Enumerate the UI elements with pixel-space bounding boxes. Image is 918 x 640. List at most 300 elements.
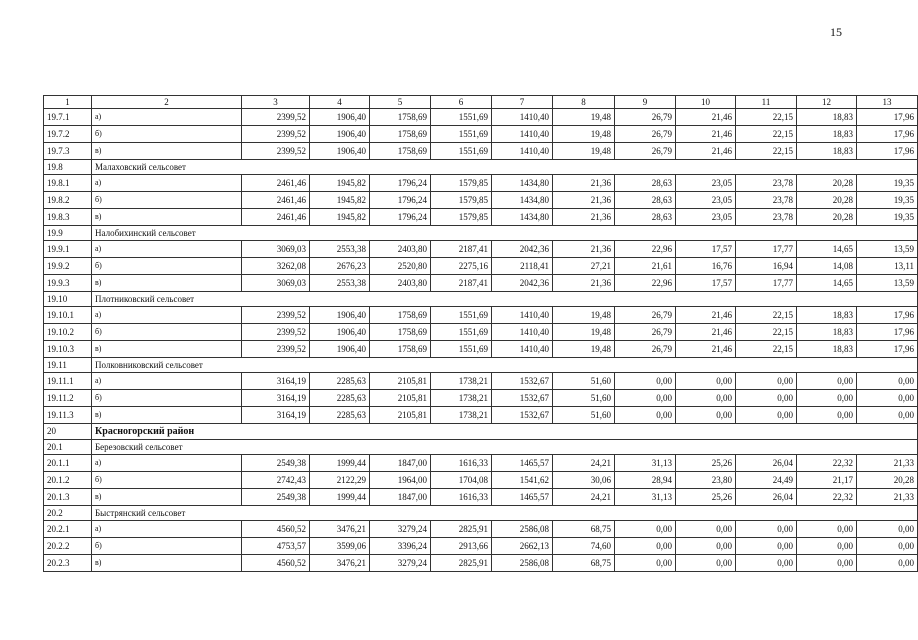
- table-cell: 1579,85: [431, 192, 492, 209]
- table-cell: 2285,63: [310, 390, 370, 407]
- row-code: 19.8.1: [44, 175, 92, 192]
- table-cell: 23,78: [736, 192, 797, 209]
- table-cell: 21,36: [553, 241, 615, 258]
- table-cell: 1906,40: [310, 324, 370, 341]
- table-body: [44, 109, 918, 572]
- table-cell: 0,00: [797, 373, 857, 390]
- table-cell: 1906,40: [310, 341, 370, 358]
- row-code: 19.8.3: [44, 209, 92, 226]
- table-cell: 21,33: [857, 455, 918, 472]
- table-cell: 23,78: [736, 209, 797, 226]
- table-cell: 14,08: [797, 258, 857, 275]
- section-row: [44, 506, 918, 521]
- table-cell: 2461,46: [242, 192, 310, 209]
- table-cell: 68,75: [553, 555, 615, 572]
- table-cell: 17,77: [736, 241, 797, 258]
- table-cell: 1999,44: [310, 489, 370, 506]
- row-subitem: б): [92, 126, 242, 143]
- table-cell: 26,79: [615, 341, 676, 358]
- table-header-row: [44, 96, 918, 109]
- table-cell: 20,28: [857, 472, 918, 489]
- row-subitem: а): [92, 521, 242, 538]
- table-cell: 1758,69: [370, 143, 431, 160]
- column-header: 2: [92, 96, 242, 109]
- table-cell: 2549,38: [242, 455, 310, 472]
- region-name: Красногорский район: [92, 424, 918, 440]
- region-row: [44, 424, 918, 440]
- tariff-table: [43, 95, 918, 572]
- row-code: 19.11.3: [44, 407, 92, 424]
- table-cell: 2399,52: [242, 324, 310, 341]
- table-cell: 2285,63: [310, 407, 370, 424]
- table-cell: 2105,81: [370, 373, 431, 390]
- row-subitem: а): [92, 175, 242, 192]
- table-cell: 1906,40: [310, 126, 370, 143]
- table-cell: 26,04: [736, 489, 797, 506]
- table-cell: 3396,24: [370, 538, 431, 555]
- table-cell: 2399,52: [242, 126, 310, 143]
- table-cell: 1847,00: [370, 455, 431, 472]
- section-name: Плотниковский сельсовет: [92, 292, 918, 307]
- table-cell: 1532,67: [492, 390, 553, 407]
- row-subitem: в): [92, 275, 242, 292]
- table-cell: 2118,41: [492, 258, 553, 275]
- table-cell: 23,05: [676, 209, 736, 226]
- table-cell: 0,00: [676, 555, 736, 572]
- table-cell: 1551,69: [431, 126, 492, 143]
- row-subitem: в): [92, 143, 242, 160]
- table-row: [44, 407, 918, 424]
- table-cell: 19,35: [857, 209, 918, 226]
- table-cell: 13,11: [857, 258, 918, 275]
- table-cell: 23,05: [676, 192, 736, 209]
- table-cell: 22,96: [615, 241, 676, 258]
- table-cell: 1704,08: [431, 472, 492, 489]
- row-code: 20.1.2: [44, 472, 92, 489]
- row-code: 20: [44, 424, 92, 440]
- row-code: 19.11.2: [44, 390, 92, 407]
- table-cell: 1738,21: [431, 373, 492, 390]
- section-row: [44, 160, 918, 175]
- table-row: [44, 472, 918, 489]
- table-cell: 1434,80: [492, 175, 553, 192]
- table-cell: 2403,80: [370, 241, 431, 258]
- table-cell: 1434,80: [492, 209, 553, 226]
- table-cell: 1964,00: [370, 472, 431, 489]
- table-cell: 3279,24: [370, 555, 431, 572]
- table-cell: 18,83: [797, 341, 857, 358]
- table-cell: 21,46: [676, 143, 736, 160]
- table-cell: 0,00: [736, 538, 797, 555]
- table-cell: 0,00: [857, 521, 918, 538]
- table-cell: 22,15: [736, 143, 797, 160]
- row-code: 19.8.2: [44, 192, 92, 209]
- table-cell: 23,05: [676, 175, 736, 192]
- row-subitem: а): [92, 307, 242, 324]
- table-cell: 26,79: [615, 143, 676, 160]
- table-cell: 19,48: [553, 341, 615, 358]
- row-subitem: в): [92, 407, 242, 424]
- row-code: 20.2: [44, 506, 92, 521]
- table-cell: 0,00: [615, 373, 676, 390]
- table-cell: 21,36: [553, 192, 615, 209]
- table-cell: 1738,21: [431, 407, 492, 424]
- table-cell: 28,94: [615, 472, 676, 489]
- table-cell: 1551,69: [431, 109, 492, 126]
- row-code: 19.9.3: [44, 275, 92, 292]
- table-cell: 2399,52: [242, 109, 310, 126]
- table-cell: 22,32: [797, 455, 857, 472]
- table-cell: 21,36: [553, 175, 615, 192]
- table-cell: 22,15: [736, 307, 797, 324]
- table-cell: 2399,52: [242, 341, 310, 358]
- column-header: 5: [370, 96, 431, 109]
- column-header: 7: [492, 96, 553, 109]
- table-row: [44, 109, 918, 126]
- table-cell: 1796,24: [370, 192, 431, 209]
- table-cell: 21,36: [553, 275, 615, 292]
- table-cell: 18,83: [797, 307, 857, 324]
- row-subitem: в): [92, 341, 242, 358]
- table-row: [44, 175, 918, 192]
- table-cell: 31,13: [615, 489, 676, 506]
- table-cell: 22,96: [615, 275, 676, 292]
- table-cell: 21,46: [676, 341, 736, 358]
- table-cell: 1541,62: [492, 472, 553, 489]
- table-cell: 2825,91: [431, 521, 492, 538]
- table-row: [44, 126, 918, 143]
- row-subitem: б): [92, 258, 242, 275]
- table-cell: 0,00: [615, 390, 676, 407]
- column-header: 6: [431, 96, 492, 109]
- table-cell: 22,32: [797, 489, 857, 506]
- row-code: 19.10.1: [44, 307, 92, 324]
- table-cell: 2042,36: [492, 241, 553, 258]
- section-name: Налобихинский сельсовет: [92, 226, 918, 241]
- table-cell: 17,96: [857, 109, 918, 126]
- table-cell: 3279,24: [370, 521, 431, 538]
- row-code: 19.10.2: [44, 324, 92, 341]
- table-cell: 3069,03: [242, 241, 310, 258]
- table-cell: 27,21: [553, 258, 615, 275]
- table-cell: 17,57: [676, 241, 736, 258]
- table-cell: 0,00: [736, 390, 797, 407]
- table-cell: 21,46: [676, 109, 736, 126]
- table-cell: 2275,16: [431, 258, 492, 275]
- table-cell: 1758,69: [370, 324, 431, 341]
- table-cell: 14,65: [797, 275, 857, 292]
- table-cell: 0,00: [857, 373, 918, 390]
- table-cell: 2122,29: [310, 472, 370, 489]
- table-cell: 21,33: [857, 489, 918, 506]
- table-cell: 18,83: [797, 109, 857, 126]
- table-cell: 74,60: [553, 538, 615, 555]
- row-code: 19.10: [44, 292, 92, 307]
- table-cell: 1758,69: [370, 109, 431, 126]
- table-cell: 13,59: [857, 241, 918, 258]
- table-cell: 26,79: [615, 109, 676, 126]
- table-cell: 2825,91: [431, 555, 492, 572]
- table-cell: 28,63: [615, 175, 676, 192]
- row-subitem: в): [92, 209, 242, 226]
- table-cell: 3069,03: [242, 275, 310, 292]
- row-code: 19.11.1: [44, 373, 92, 390]
- table-cell: 26,79: [615, 126, 676, 143]
- table-cell: 1906,40: [310, 307, 370, 324]
- table-cell: 19,48: [553, 126, 615, 143]
- table-cell: 26,79: [615, 324, 676, 341]
- row-code: 20.2.2: [44, 538, 92, 555]
- table-cell: 28,63: [615, 192, 676, 209]
- table-row: [44, 258, 918, 275]
- row-subitem: а): [92, 109, 242, 126]
- table-cell: 2187,41: [431, 275, 492, 292]
- table-cell: 0,00: [736, 373, 797, 390]
- column-header: 1: [44, 96, 92, 109]
- table-cell: 2676,23: [310, 258, 370, 275]
- table-cell: 18,83: [797, 324, 857, 341]
- section-row: [44, 440, 918, 455]
- table-cell: 0,00: [797, 390, 857, 407]
- table-cell: 2520,80: [370, 258, 431, 275]
- table-cell: 1551,69: [431, 324, 492, 341]
- table-cell: 21,17: [797, 472, 857, 489]
- table-cell: 0,00: [797, 407, 857, 424]
- table-cell: 24,21: [553, 489, 615, 506]
- row-code: 20.2.1: [44, 521, 92, 538]
- table-cell: 0,00: [676, 373, 736, 390]
- table-cell: 1551,69: [431, 307, 492, 324]
- table-cell: 3164,19: [242, 373, 310, 390]
- table-cell: 20,28: [797, 209, 857, 226]
- table-cell: 1796,24: [370, 175, 431, 192]
- table-cell: 13,59: [857, 275, 918, 292]
- table-cell: 20,28: [797, 175, 857, 192]
- column-header: 9: [615, 96, 676, 109]
- table-cell: 26,04: [736, 455, 797, 472]
- table-cell: 1945,82: [310, 192, 370, 209]
- table-cell: 1945,82: [310, 209, 370, 226]
- column-header: 4: [310, 96, 370, 109]
- table-cell: 24,21: [553, 455, 615, 472]
- table-cell: 0,00: [857, 390, 918, 407]
- table-cell: 2105,81: [370, 407, 431, 424]
- row-code: 19.7.3: [44, 143, 92, 160]
- table-cell: 3599,06: [310, 538, 370, 555]
- table-cell: 2187,41: [431, 241, 492, 258]
- table-row: [44, 143, 918, 160]
- table-cell: 1758,69: [370, 307, 431, 324]
- table-row: [44, 455, 918, 472]
- table-cell: 17,77: [736, 275, 797, 292]
- table-cell: 19,48: [553, 307, 615, 324]
- table-row: [44, 489, 918, 506]
- table-cell: 19,35: [857, 175, 918, 192]
- table-cell: 0,00: [857, 555, 918, 572]
- row-code: 20.1.3: [44, 489, 92, 506]
- table-cell: 0,00: [797, 538, 857, 555]
- row-code: 19.9: [44, 226, 92, 241]
- table-cell: 68,75: [553, 521, 615, 538]
- table-cell: 2285,63: [310, 373, 370, 390]
- table-cell: 2913,66: [431, 538, 492, 555]
- section-name: Быстрянский сельсовет: [92, 506, 918, 521]
- row-code: 19.7.2: [44, 126, 92, 143]
- table-cell: 0,00: [857, 407, 918, 424]
- table-cell: 19,35: [857, 192, 918, 209]
- table-cell: 3164,19: [242, 407, 310, 424]
- table-cell: 1410,40: [492, 126, 553, 143]
- row-code: 19.9.2: [44, 258, 92, 275]
- table-cell: 2742,43: [242, 472, 310, 489]
- table-cell: 0,00: [857, 538, 918, 555]
- table-cell: 0,00: [676, 521, 736, 538]
- table-row: [44, 192, 918, 209]
- table-cell: 25,26: [676, 455, 736, 472]
- table-row: [44, 521, 918, 538]
- table-cell: 30,06: [553, 472, 615, 489]
- table-cell: 3476,21: [310, 555, 370, 572]
- table-cell: 51,60: [553, 390, 615, 407]
- table-cell: 16,76: [676, 258, 736, 275]
- section-row: [44, 292, 918, 307]
- table-cell: 1410,40: [492, 143, 553, 160]
- table-cell: 19,48: [553, 109, 615, 126]
- row-subitem: а): [92, 455, 242, 472]
- column-header: 10: [676, 96, 736, 109]
- column-header: 12: [797, 96, 857, 109]
- table-cell: 1758,69: [370, 341, 431, 358]
- table-cell: 23,80: [676, 472, 736, 489]
- table-cell: 21,46: [676, 126, 736, 143]
- table-row: [44, 275, 918, 292]
- table-cell: 1945,82: [310, 175, 370, 192]
- table-cell: 2553,38: [310, 241, 370, 258]
- table-cell: 3262,08: [242, 258, 310, 275]
- table-cell: 1906,40: [310, 143, 370, 160]
- table-cell: 0,00: [736, 521, 797, 538]
- table-cell: 1532,67: [492, 373, 553, 390]
- table-cell: 2586,08: [492, 521, 553, 538]
- table-cell: 25,26: [676, 489, 736, 506]
- table-cell: 0,00: [615, 555, 676, 572]
- row-subitem: б): [92, 324, 242, 341]
- table-cell: 0,00: [615, 407, 676, 424]
- column-header: 11: [736, 96, 797, 109]
- row-code: 19.8: [44, 160, 92, 175]
- table-cell: 51,60: [553, 373, 615, 390]
- row-subitem: а): [92, 241, 242, 258]
- row-code: 20.2.3: [44, 555, 92, 572]
- table-cell: 4560,52: [242, 555, 310, 572]
- row-code: 20.1: [44, 440, 92, 455]
- table-cell: 17,96: [857, 307, 918, 324]
- table-row: [44, 555, 918, 572]
- table-cell: 20,28: [797, 192, 857, 209]
- table-cell: 22,15: [736, 341, 797, 358]
- table-cell: 1434,80: [492, 192, 553, 209]
- table-cell: 2399,52: [242, 307, 310, 324]
- table-cell: 19,48: [553, 143, 615, 160]
- table-cell: 22,15: [736, 324, 797, 341]
- table-cell: 1847,00: [370, 489, 431, 506]
- row-code: 19.9.1: [44, 241, 92, 258]
- table-cell: 1616,33: [431, 489, 492, 506]
- section-name: Березовский сельсовет: [92, 440, 918, 455]
- column-header: 13: [857, 96, 918, 109]
- table-row: [44, 209, 918, 226]
- table-cell: 22,15: [736, 126, 797, 143]
- table-cell: 17,96: [857, 324, 918, 341]
- table-cell: 21,46: [676, 324, 736, 341]
- table-cell: 2042,36: [492, 275, 553, 292]
- table-cell: 1796,24: [370, 209, 431, 226]
- section-row: [44, 226, 918, 241]
- table-cell: 2662,13: [492, 538, 553, 555]
- table-cell: 1551,69: [431, 341, 492, 358]
- row-subitem: б): [92, 192, 242, 209]
- table-cell: 1906,40: [310, 109, 370, 126]
- row-code: 20.1.1: [44, 455, 92, 472]
- table-cell: 4560,52: [242, 521, 310, 538]
- section-name: Полковниковский сельсовет: [92, 358, 918, 373]
- table-cell: 1465,57: [492, 455, 553, 472]
- table-cell: 28,63: [615, 209, 676, 226]
- table-cell: 18,83: [797, 126, 857, 143]
- row-code: 19.10.3: [44, 341, 92, 358]
- table-cell: 17,96: [857, 143, 918, 160]
- table-cell: 17,96: [857, 126, 918, 143]
- table-cell: 21,61: [615, 258, 676, 275]
- table-cell: 4753,57: [242, 538, 310, 555]
- table-cell: 26,79: [615, 307, 676, 324]
- column-header: 3: [242, 96, 310, 109]
- table-cell: 2461,46: [242, 175, 310, 192]
- table-cell: 17,57: [676, 275, 736, 292]
- table-cell: 1410,40: [492, 109, 553, 126]
- table-cell: 0,00: [797, 521, 857, 538]
- table-cell: 2461,46: [242, 209, 310, 226]
- table-cell: 2105,81: [370, 390, 431, 407]
- table-cell: 0,00: [615, 538, 676, 555]
- row-subitem: а): [92, 373, 242, 390]
- table-cell: 2399,52: [242, 143, 310, 160]
- table-cell: 2403,80: [370, 275, 431, 292]
- table-cell: 3476,21: [310, 521, 370, 538]
- table-cell: 0,00: [736, 407, 797, 424]
- table-cell: 22,15: [736, 109, 797, 126]
- table-cell: 1551,69: [431, 143, 492, 160]
- table-row: [44, 241, 918, 258]
- table-cell: 1758,69: [370, 126, 431, 143]
- row-subitem: в): [92, 489, 242, 506]
- table-cell: 31,13: [615, 455, 676, 472]
- table-cell: 1579,85: [431, 209, 492, 226]
- table-cell: 1465,57: [492, 489, 553, 506]
- table-cell: 23,78: [736, 175, 797, 192]
- table-cell: 1579,85: [431, 175, 492, 192]
- table-cell: 0,00: [676, 390, 736, 407]
- table-cell: 1616,33: [431, 455, 492, 472]
- table-row: [44, 307, 918, 324]
- row-subitem: в): [92, 555, 242, 572]
- table-cell: 18,83: [797, 143, 857, 160]
- table-row: [44, 373, 918, 390]
- table-cell: 0,00: [676, 407, 736, 424]
- table-cell: 19,48: [553, 324, 615, 341]
- section-name: Малаховский сельсовет: [92, 160, 918, 175]
- row-code: 19.7.1: [44, 109, 92, 126]
